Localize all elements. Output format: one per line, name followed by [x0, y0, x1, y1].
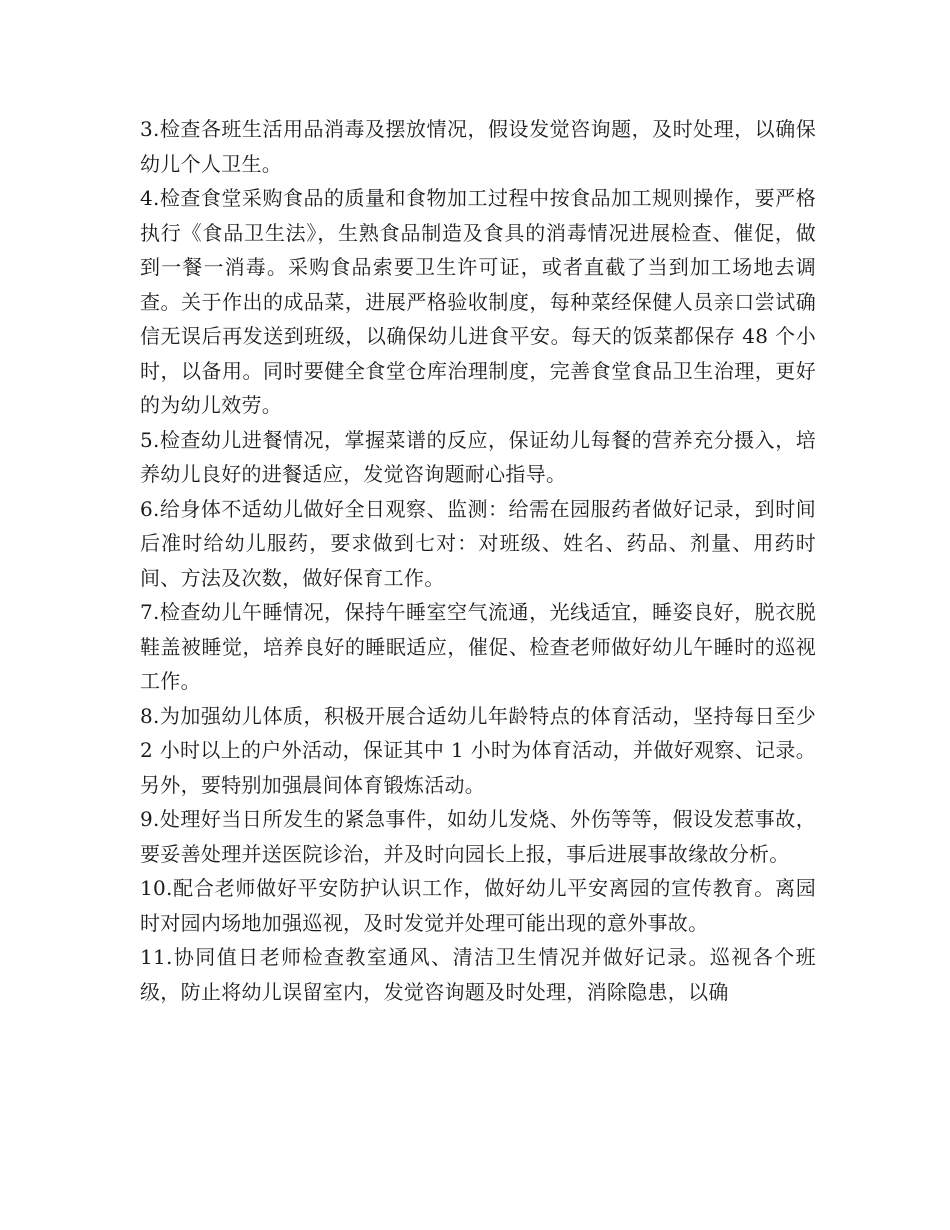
paragraph-5: 5.检查幼儿进餐情况，掌握菜谱的反应，保证幼儿每餐的营养充分摄入，培养幼儿良好的进餐适应，发觉咨询题耐心指导。: [140, 427, 816, 486]
paragraph-8: 8.为加强幼儿体质，积极开展合适幼儿年龄特点的体育活动，坚持每日至少 2 小时以上的户外活动，保证其中 1 小时为体育活动，并做好观察、记录。另外，要特别加强晨间体育锻炼活动。: [140, 703, 816, 797]
paragraph-10: 10.配合老师做好平安防护认识工作，做好幼儿平安离园的宣传教育。离园时对园内场地加强巡视，及时发觉并处理可能出现的意外事故。: [140, 876, 816, 935]
paragraph-3: 3.检查各班生活用品消毒及摆放情况，假设发觉咨询题，及时处理，以确保幼儿个人卫生。: [140, 117, 816, 176]
paragraph-7: 7.检查幼儿午睡情况，保持午睡室空气流通，光线适宜，睡姿良好，脱衣脱鞋盖被睡觉，培养良好的睡眠适应，催促、检查老师做好幼儿午睡时的巡视工作。: [140, 600, 816, 693]
document-body: [140, 112, 816, 1009]
paragraph-9: 9.处理好当日所发生的紧急事件，如幼儿发烧、外伤等等，假设发惹事故，要妥善处理并送医院诊治，并及时向园长上报，事后进展事故缘故分析。: [140, 807, 816, 866]
paragraph-6: 6.给身体不适幼儿做好全日观察、监测：给需在园服药者做好记录，到时间后准时给幼儿服药，要求做到七对：对班级、姓名、药品、剂量、用药时间、方法及次数，做好保育工作。: [140, 496, 816, 590]
paragraph-4: 4.检查食堂采购食品的质量和食物加工过程中按食品加工规则操作，要严格执行《食品卫生法》，生熟食品制造及食具的消毒情况进展检查、催促，做到一餐一消毒。采购食品索要卫生许可证，或者直截了当到加工场地去调查。关于作出的成品菜，进展严格验收制度，每种菜经保健人员亲口尝试确信无误后再发送到班级，以确保幼儿进食平安。每天的饭菜都保存 48 个小时，以备用。同时要健全食堂仓库治理制度，完善食堂食品卫生治理，更好的为幼儿效劳。: [140, 186, 816, 417]
paragraph-11: 11.协同值日老师检查教室通风、清洁卫生情况并做好记录。巡视各个班级，防止将幼儿误留室内，发觉咨询题及时处理，消除隐患，以确: [140, 945, 816, 1004]
